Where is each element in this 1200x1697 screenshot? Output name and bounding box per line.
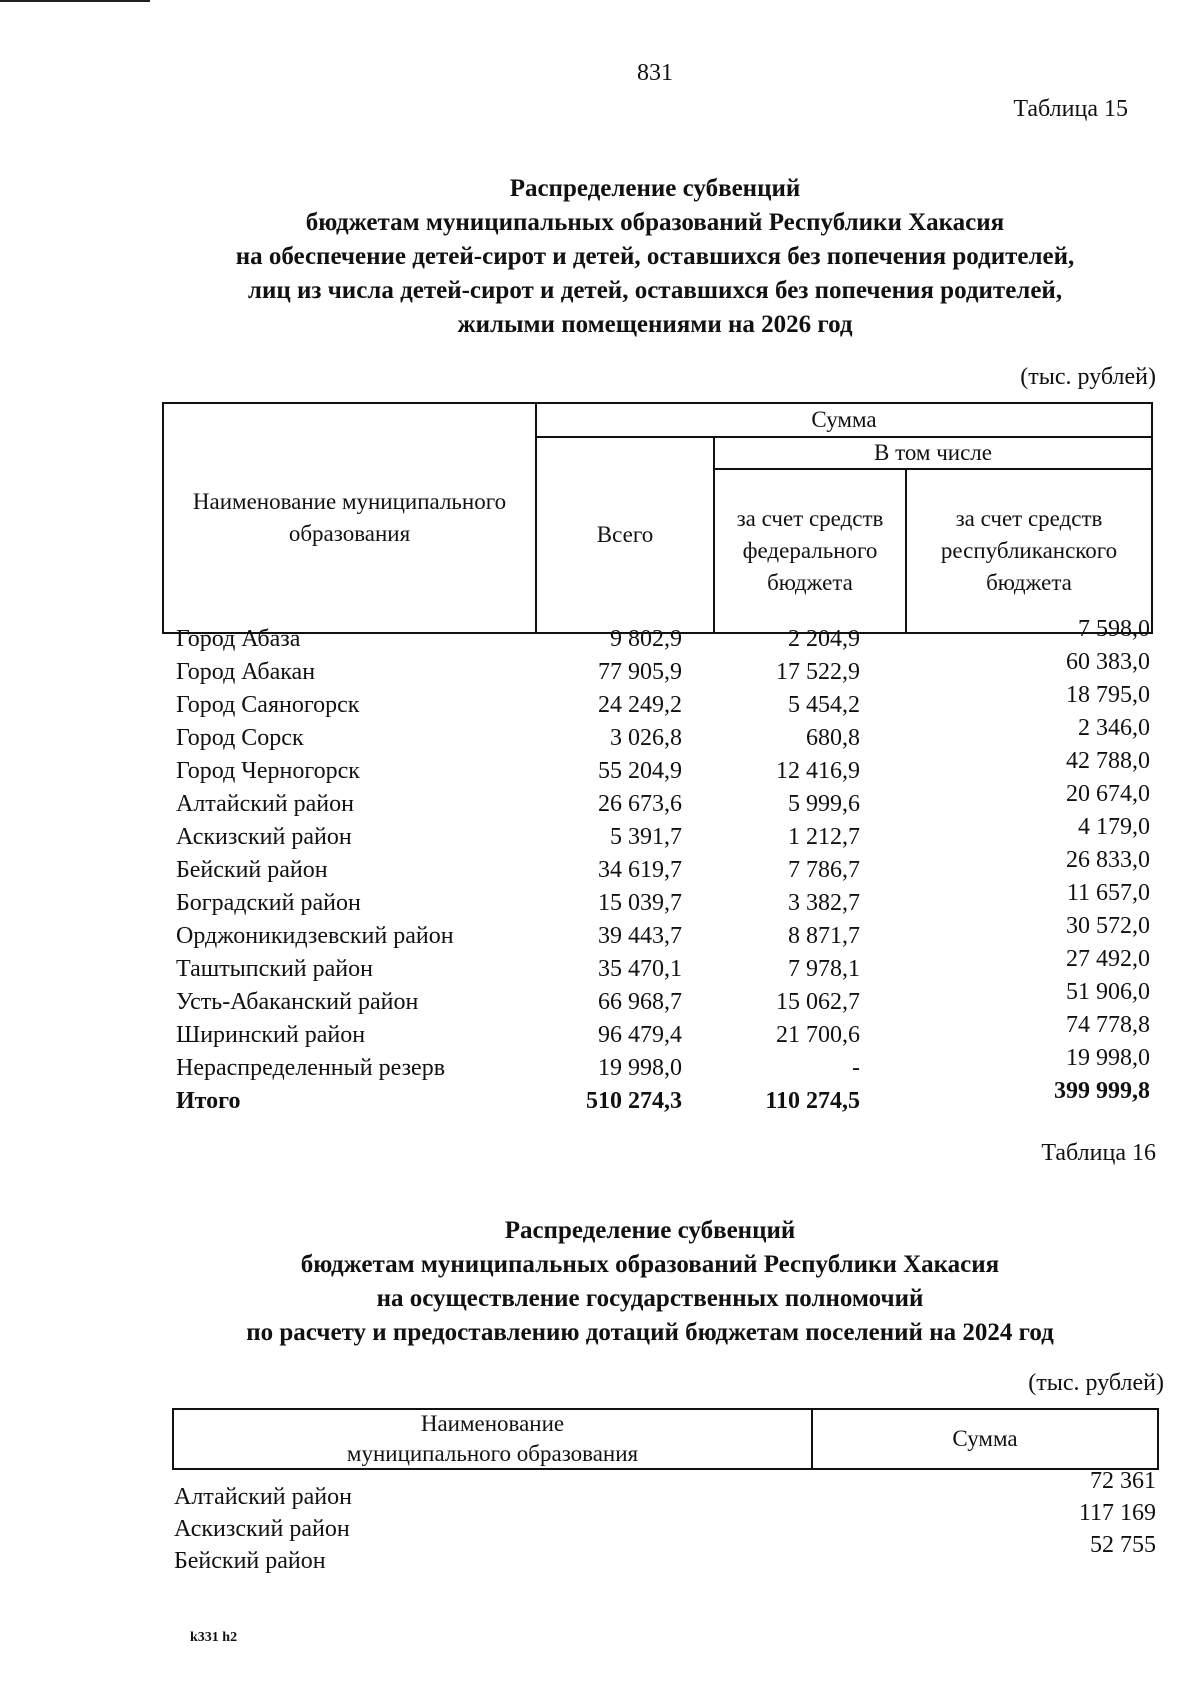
cell-total: 66 968,7 — [598, 989, 682, 1015]
title-line: бюджетам муниципальных образований Республики Хакасия — [305, 209, 1005, 236]
cell-republic: 30 572,0 — [1066, 913, 1150, 939]
cell-federal: 2 204,9 — [788, 626, 860, 652]
page-number: 831 — [637, 60, 673, 86]
cell-name: Усть-Абаканский район — [176, 989, 419, 1015]
cell-total: 19 998,0 — [598, 1055, 682, 1081]
cell-total: 24 249,2 — [598, 692, 682, 718]
title-line: лиц из числа детей-сирот и детей, оставшихся без попечения родителей, — [247, 277, 1063, 304]
table-16-label: Таблица 16 — [1041, 1140, 1156, 1166]
table-row — [162, 616, 1152, 655]
table-row — [162, 1012, 1152, 1051]
cell-total: 39 443,7 — [598, 923, 682, 949]
cell-total: 26 673,6 — [598, 791, 682, 817]
table-15-unit: (тыс. рублей) — [1020, 364, 1156, 390]
table-row — [162, 715, 1152, 754]
title-line: по расчету и предоставлению дотаций бюджетам поселений на 2024 год — [246, 1319, 1054, 1346]
table-15-header — [162, 402, 1153, 634]
table-15-label: Таблица 15 — [1013, 96, 1128, 122]
cell-sum: 52 755 — [1090, 1532, 1156, 1558]
cell-sum: 72 361 — [1090, 1468, 1156, 1494]
cell-total: 34 619,7 — [598, 857, 682, 883]
cell-republic: 42 788,0 — [1066, 748, 1150, 774]
header-republic: за счет средств республиканского бюджета — [940, 506, 1118, 595]
cell-republic: 11 657,0 — [1066, 880, 1150, 906]
table-total-row — [162, 1078, 1152, 1117]
table-15-body — [162, 616, 1152, 1117]
header-name-line: Наименование — [420, 1411, 565, 1436]
cell-federal: 110 274,5 — [765, 1088, 860, 1114]
cell-name: Ширинский район — [176, 1022, 366, 1048]
cell-federal: 5 999,6 — [788, 791, 860, 817]
cell-total: 510 274,3 — [586, 1088, 682, 1114]
cell-total: 9 802,9 — [610, 626, 682, 652]
cell-name: Бейский район — [176, 857, 328, 883]
cell-republic: 51 906,0 — [1066, 979, 1150, 1005]
header-name-line: муниципального образования — [346, 1441, 639, 1466]
cell-name: Алтайский район — [176, 791, 354, 817]
table-row — [162, 946, 1152, 985]
table-16-unit: (тыс. рублей) — [1028, 1370, 1164, 1396]
cell-federal: 12 416,9 — [776, 758, 860, 784]
cell-republic: 27 492,0 — [1066, 946, 1150, 972]
cell-name: Аскизский район — [176, 824, 352, 850]
cell-total: 96 479,4 — [598, 1022, 682, 1048]
cell-republic: 18 795,0 — [1066, 682, 1150, 708]
scan-edge-line — [0, 0, 150, 2]
table-row — [162, 781, 1152, 820]
cell-name: Алтайский район — [174, 1484, 352, 1510]
cell-name: Город Абаза — [176, 626, 301, 652]
title-line: Распределение субвенций — [509, 175, 801, 202]
table-row — [162, 913, 1152, 952]
header-name — [174, 1410, 811, 1468]
cell-federal: 17 522,9 — [776, 659, 860, 685]
title-line: на осуществление государственных полномочий — [376, 1285, 924, 1312]
cell-federal: 3 382,7 — [788, 890, 860, 916]
cell-federal: 680,8 — [806, 725, 860, 751]
table-row — [162, 847, 1152, 886]
cell-republic: 60 383,0 — [1066, 649, 1150, 675]
cell-total: 55 204,9 — [598, 758, 682, 784]
cell-republic: 26 833,0 — [1066, 847, 1150, 873]
cell-name: Таштыпский район — [176, 956, 373, 982]
cell-federal: 21 700,6 — [776, 1022, 860, 1048]
table-row — [172, 1468, 1156, 1510]
cell-sum: 117 169 — [1078, 1500, 1156, 1526]
cell-name: Бейский район — [174, 1548, 326, 1574]
title-line: Распределение субвенций — [504, 1217, 796, 1244]
table-16-title — [0, 1214, 1200, 1350]
table-15-title — [0, 172, 1200, 342]
title-line: жилыми помещениями на 2026 год — [457, 311, 853, 338]
table-row — [162, 748, 1152, 787]
table-row — [162, 682, 1152, 721]
cell-republic: 399 999,8 — [1054, 1078, 1150, 1104]
cell-republic: 20 674,0 — [1066, 781, 1150, 807]
table-row — [162, 1045, 1152, 1084]
cell-total: 3 026,8 — [610, 725, 682, 751]
cell-republic: 2 346,0 — [1078, 715, 1150, 741]
table-row — [172, 1500, 1156, 1542]
cell-name: Орджоникидзевский район — [176, 923, 454, 949]
cell-name: Город Сорск — [176, 725, 304, 751]
cell-total: 77 905,9 — [598, 659, 682, 685]
cell-republic: 74 778,8 — [1066, 1012, 1150, 1038]
title-line: на обеспечение детей-сирот и детей, оставшихся без попечения родителей, — [235, 243, 1075, 270]
cell-name: Город Абакан — [176, 659, 316, 685]
cell-name: Итого — [176, 1088, 241, 1114]
cell-name: Аскизский район — [174, 1516, 350, 1542]
cell-republic: 7 598,0 — [1078, 616, 1150, 642]
header-name: Наименование муниципального образования — [192, 489, 507, 546]
table-row — [162, 649, 1152, 688]
cell-republic: 19 998,0 — [1066, 1045, 1150, 1071]
cell-federal: - — [852, 1055, 860, 1081]
header-sum: Сумма — [952, 1426, 1018, 1451]
cell-federal: 5 454,2 — [788, 692, 860, 718]
table-row — [162, 814, 1152, 853]
table-row — [162, 979, 1152, 1018]
header-total: Всего — [596, 522, 654, 547]
table-16-body — [172, 1468, 1156, 1574]
cell-federal: 15 062,7 — [776, 989, 860, 1015]
cell-name: Город Черногорск — [176, 758, 360, 784]
cell-name: Город Саяногорск — [176, 692, 360, 718]
cell-total: 35 470,1 — [598, 956, 682, 982]
table-row — [172, 1532, 1156, 1574]
header-divider — [905, 468, 907, 632]
cell-federal: 1 212,7 — [788, 824, 860, 850]
title-line: бюджетам муниципальных образований Республики Хакасия — [300, 1251, 1000, 1278]
footer-code: k331 h2 — [190, 1630, 238, 1645]
cell-federal: 7 786,7 — [788, 857, 860, 883]
header-including: В том числе — [874, 440, 992, 465]
table-row — [162, 880, 1152, 919]
cell-name: Нераспределенный резерв — [176, 1055, 446, 1081]
header-federal: за счет средств федерального бюджета — [736, 506, 884, 595]
cell-federal: 8 871,7 — [788, 923, 860, 949]
header-sum: Сумма — [811, 407, 877, 432]
cell-total: 5 391,7 — [610, 824, 682, 850]
table-16-header — [172, 1408, 1159, 1470]
cell-federal: 7 978,1 — [788, 956, 860, 982]
cell-republic: 4 179,0 — [1078, 814, 1150, 840]
cell-name: Боградский район — [176, 890, 361, 916]
cell-total: 15 039,7 — [598, 890, 682, 916]
